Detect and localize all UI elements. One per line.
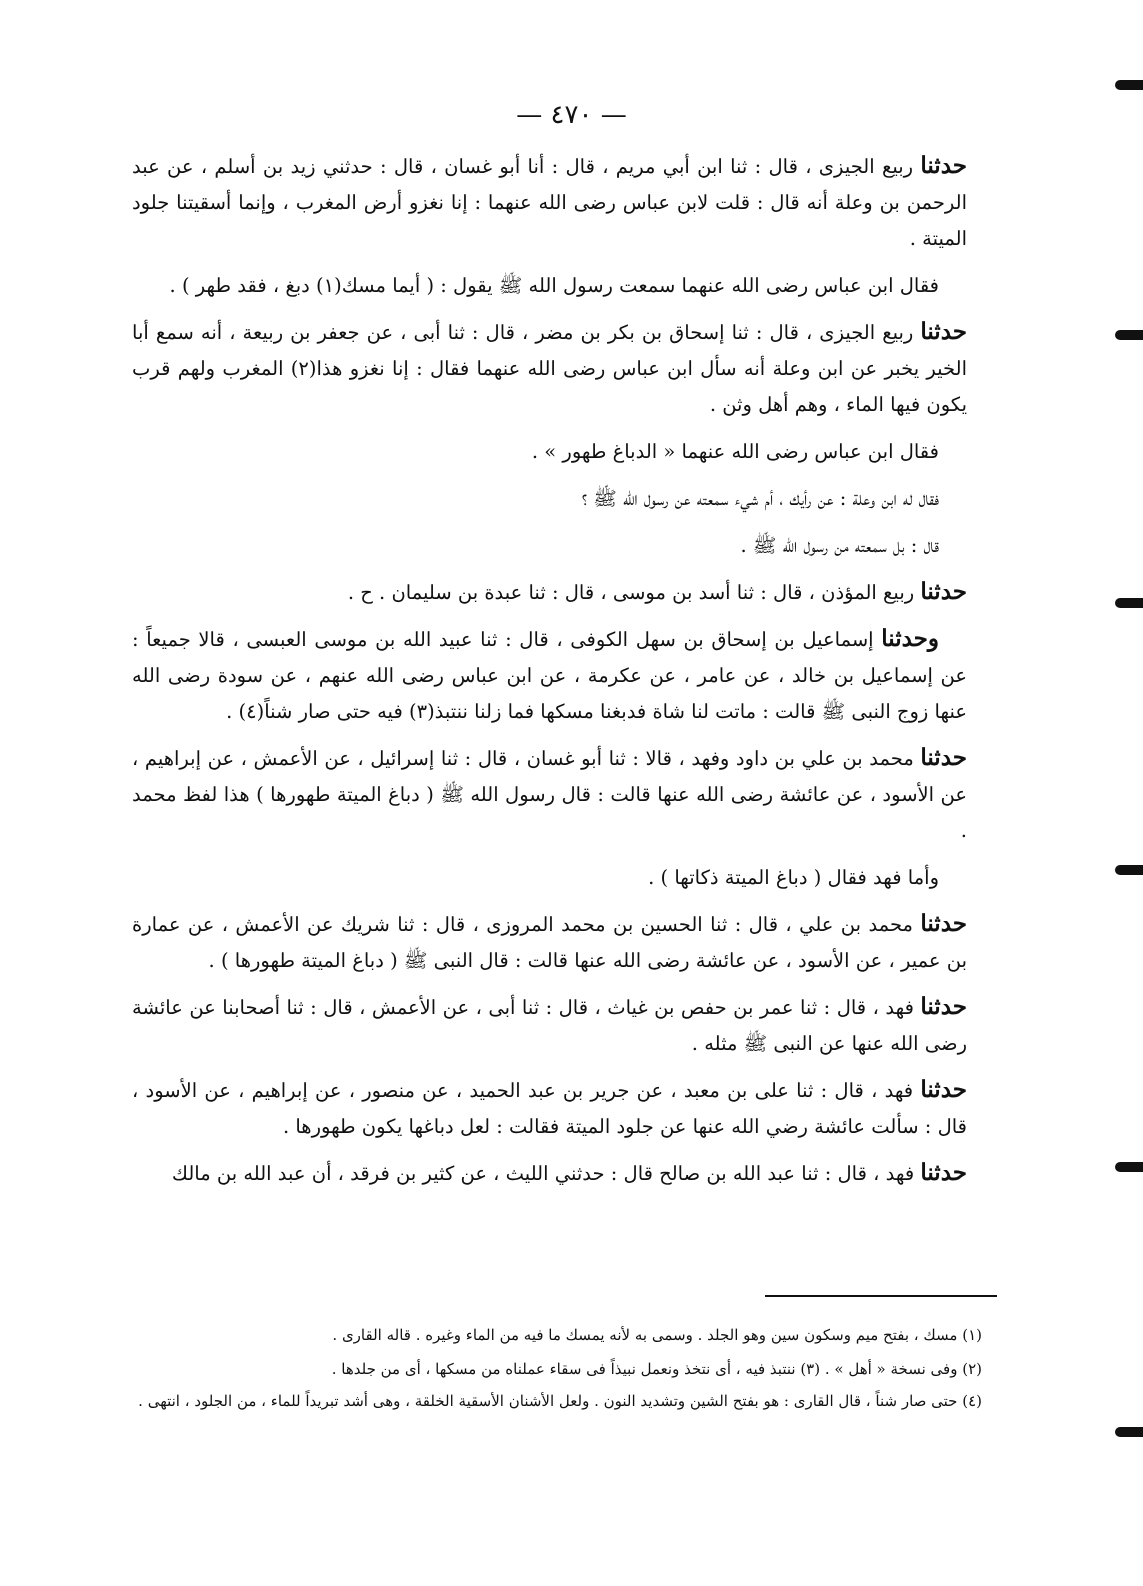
paragraph-text: فهد ، قال : ثنا عبد الله بن صالح قال : حدثني الليث ، عن كثير بن فرقد ، أن عبد الله بن مالك: [171, 1162, 921, 1185]
paragraph: [132, 433, 967, 470]
footnote: (٢) وفى نسخة « أهل » . (٣) ننتبذ فيه ، أى نتخذ ونعمل نبيذاً فى سقاء عملناه من مسكها ، أى من جلدها .: [331, 1360, 982, 1378]
paragraph-text: محمد بن علي ، قال : ثنا الحسين بن محمد المروزى ، قال : ثنا شريك عن الأعمش ، عن عمارة بن عمير ، عن الأسود ، عن عائشة رضى الله عنها قالت : قال النبى ﷺ ( دباغ الميتة طهورها ) .: [132, 913, 967, 972]
paragraph: [132, 480, 967, 517]
page-edge-mark: [1115, 1162, 1143, 1172]
paragraph: [132, 621, 967, 730]
page-edge-mark: [1115, 1427, 1143, 1437]
paragraph-text: ربيع الجيزى ، قال : ثنا ابن أبي مريم ، قال : أنا أبو غسان ، قال : حدثني زيد بن أسلم ، عن عبد الرحمن بن وعلة أنه قال : قلت لابن عباس رضى الله عنهما : إنا نغزو أرض المغرب ، وإنما أسقيتنا جلود الميتة .: [132, 155, 967, 250]
footnote: (١) مسك ، بفتح ميم وسكون سين وهو الجلد . وسمى به لأنه يمسك ما فيه من الماء وغيره . قاله القارى .: [332, 1326, 982, 1344]
paragraph: [132, 148, 967, 257]
hadith-keyword: حدثنا: [920, 318, 967, 345]
page-edge-mark: [1115, 80, 1143, 90]
paragraph-text: فهد ، قال : ثنا على بن معبد ، عن جرير بن عبد الحميد ، عن منصور ، عن إبراهيم ، عن الأسود ، قال : سألت عائشة رضي الله عنها عن جلود الميتة فقالت : لعل دباغها يكون طهورها .: [132, 1079, 967, 1138]
paragraph-text: وأما فهد فقال ( دباغ الميتة ذكاتها ) .: [648, 866, 939, 889]
page-number: — ٤٧٠ —: [516, 100, 627, 130]
paragraph-text: ربيع الجيزى ، قال : ثنا إسحاق بن بكر بن مضر ، قال : ثنا أبى ، عن جعفر بن ربيعة ، أنه سمع أبا الخير يخبر عن ابن وعلة أنه سأل ابن عباس رضى الله عنهما فقال : إنا نغزو هذا(٢) المغرب ولهم قرب يكون فيها الماء ، وهم أهل وثن .: [132, 321, 968, 416]
paragraph: [132, 1072, 967, 1145]
hadith-keyword: حدثنا: [920, 578, 967, 605]
footnotes: [132, 1318, 982, 1414]
main-text: [132, 148, 967, 1202]
paragraph: [132, 1155, 967, 1192]
paragraph: [132, 267, 967, 304]
hadith-keyword: حدثنا: [920, 993, 967, 1020]
footnote: (٤) حتى صار شناً ، قال القارى : هو بفتح الشين وتشديد النون . ولعل الأشنان الأسقية الخلقة ، وهى أشد تبريداً للماء ، من الجلود ، انتهى .: [138, 1392, 982, 1410]
paragraph: [132, 574, 967, 611]
hadith-keyword: حدثنا: [920, 152, 967, 179]
paragraph-text: قال : بل سمعته من رسول الله ﷺ .: [740, 534, 939, 557]
paragraph-text: فقال له ابن وعلة : عن رأيك ، أم شيء سمعته عن رسول الله ﷺ ؟: [581, 487, 939, 510]
page-edge-mark: [1115, 598, 1143, 608]
hadith-keyword: حدثنا: [920, 910, 967, 937]
hadith-keyword: حدثنا: [920, 744, 967, 771]
paragraph-text: إسماعيل بن إسحاق بن سهل الكوفى ، قال : ثنا عبيد الله بن موسى العبسى ، قالا جميعاً : عن إسماعيل بن خالد ، عن عامر ، عن عكرمة ، عن ابن عباس رضى الله عنهم ، عن سودة رضى الله عنها زوج النبى ﷺ قالت : ماتت لنا شاة فدبغنا مسكها فما زلنا ننتبذ(٣) فيه حتى صار شناً(٤) .: [132, 628, 967, 723]
paragraph: [132, 314, 967, 423]
paragraph: [132, 906, 967, 979]
paragraph: [132, 989, 967, 1062]
hadith-keyword: حدثنا: [920, 1076, 967, 1103]
page-edge-mark: [1115, 865, 1143, 875]
paragraph-text: فهد ، قال : ثنا عمر بن حفص بن غياث ، قال : ثنا أبى ، عن الأعمش ، قال : ثنا أصحابنا عن عائشة رضى الله عنها عن النبى ﷺ مثله .: [132, 996, 967, 1055]
paragraph: [132, 527, 967, 564]
hadith-keyword: حدثنا: [920, 1159, 967, 1186]
paragraph-text: محمد بن علي بن داود وفهد ، قالا : ثنا أبو غسان ، قال : ثنا إسرائيل ، عن الأعمش ، عن إبراهيم ، عن الأسود ، عن عائشة رضى الله عنها قالت : قال رسول الله ﷺ ( دباغ الميتة طهورها ) هذا لفظ محمد .: [132, 747, 967, 842]
footnote-divider: [765, 1295, 997, 1297]
paragraph-text: فقال ابن عباس رضى الله عنهما « الدباغ طهور » .: [531, 440, 939, 463]
paragraph: [132, 740, 967, 849]
paragraph-text: فقال ابن عباس رضى الله عنهما سمعت رسول الله ﷺ يقول : ( أيما مسك(١) دبغ ، فقد طهر ) .: [169, 274, 939, 297]
hadith-keyword: وحدثنا: [881, 625, 939, 652]
page-edge-mark: [1115, 330, 1143, 340]
paragraph: [132, 859, 967, 896]
paragraph-text: ربيع المؤذن ، قال : ثنا أسد بن موسى ، قال : ثنا عبدة بن سليمان . ح .: [347, 581, 921, 604]
